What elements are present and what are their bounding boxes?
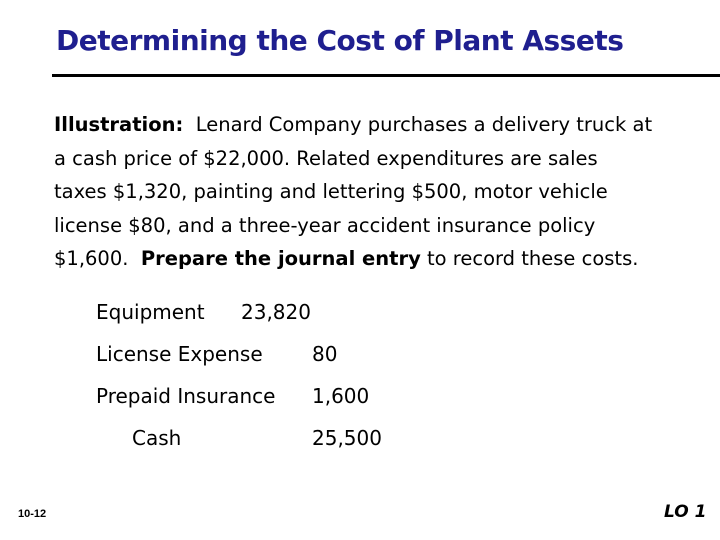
illustration-line-4: license $80, and a three-year accident insurance policy — [54, 213, 596, 237]
illustration-line-5-end: to record these costs. — [427, 247, 639, 270]
slide-title: Determining the Cost of Plant Assets — [56, 24, 624, 57]
learning-objective: LO 1 — [664, 502, 707, 522]
journal-amount-prepaid-insurance: 1,600 — [312, 384, 370, 408]
illustration-line-1 — [54, 108, 704, 142]
journal-account-equipment: Equipment — [96, 300, 205, 324]
illustration-line-2: a cash price of $22,000. Related expenditures are sales — [54, 146, 598, 170]
illustration-line-1-text: Lenard Company purchases a delivery truck at — [195, 113, 653, 136]
journal-account-cash: Cash — [132, 426, 182, 450]
illustration-label: Illustration: — [54, 113, 184, 136]
journal-amount-equipment: 23,820 — [241, 300, 311, 324]
journal-amount-license-expense: 80 — [312, 342, 338, 366]
title-underline — [52, 74, 720, 77]
journal-amount-cash: 25,500 — [312, 426, 382, 450]
slide-number: 10-12 — [18, 508, 47, 520]
journal-account-prepaid-insurance: Prepaid Insurance — [96, 384, 276, 408]
journal-account-license-expense: License Expense — [96, 342, 263, 366]
illustration-emphasis: Prepare the journal entry — [140, 247, 421, 270]
illustration-line-3: taxes $1,320, painting and lettering $500, motor vehicle — [54, 180, 608, 203]
illustration-line-5-start: $1,600. — [54, 247, 129, 270]
illustration-line-5 — [54, 242, 704, 276]
illustration-paragraph — [54, 108, 704, 276]
